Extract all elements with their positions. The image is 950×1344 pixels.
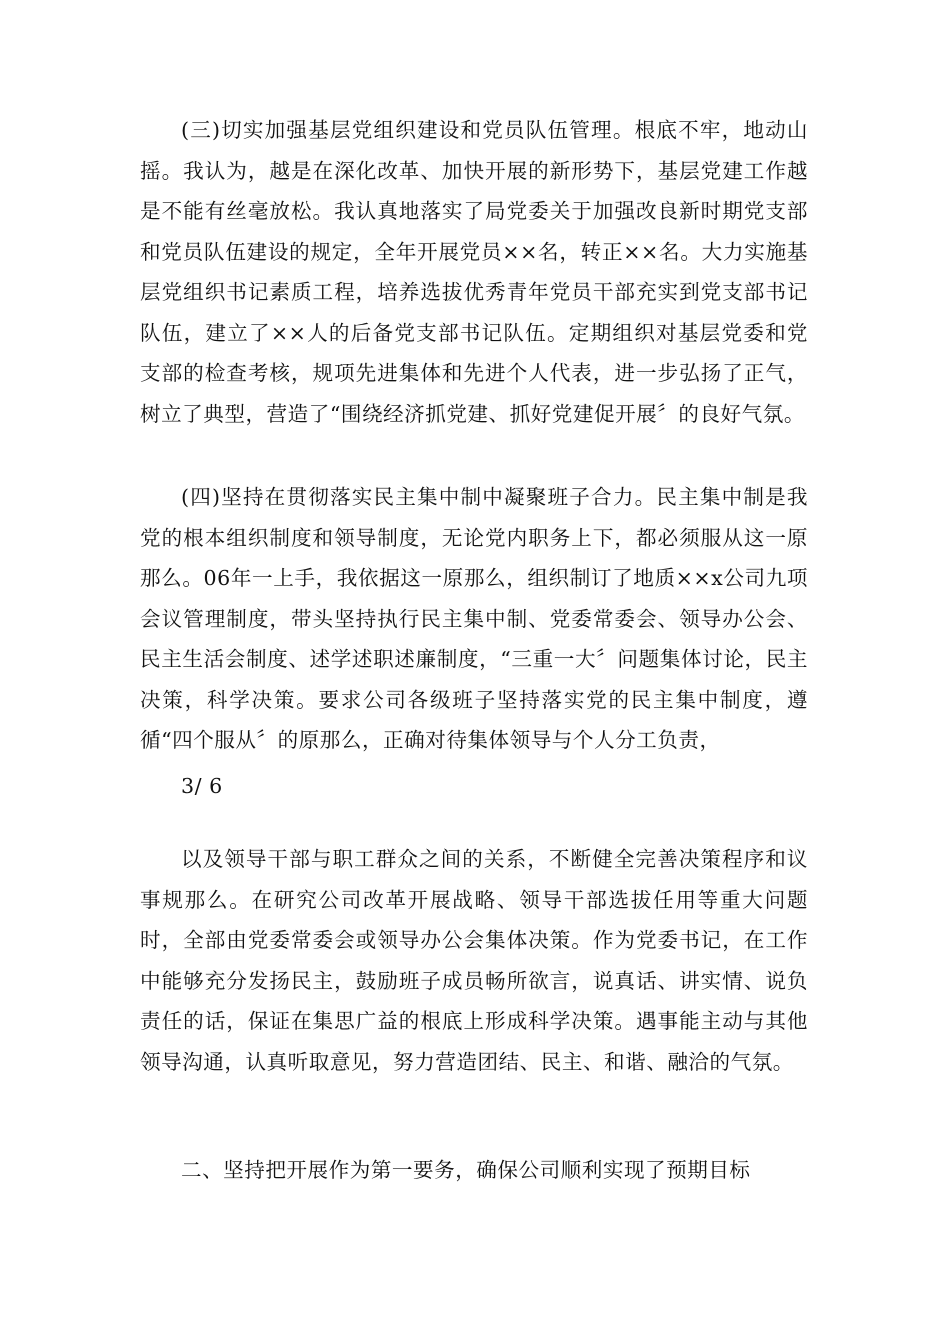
section-heading-development: 二、坚持把开展作为第一要务，确保公司顺利实现了预期目标 bbox=[181, 1158, 751, 1182]
page-number: 3/ 6 bbox=[181, 774, 223, 798]
paragraph-decision-making: 以及领导干部与职工群众之间的关系，不断健全完善决策程序和议事规那么。在研究公司改革开展战略、领导干部选拔任用等重大问题时，全部由党委常委会或领导办公会集体决策。作为党委书记，在工作中能够充分发扬民主，鼓励班子成员畅所欲言，说真话、讲实情、说负责任的话，保证在集思广益的根底上形成科学决策。遇事能主动与其他领导沟通，认真听取意见，努力营造团结、民主、和谐、融洽的气氛。 bbox=[140, 847, 808, 1074]
paragraph-democratic-centralism: (四)坚持在贯彻落实民主集中制中凝聚班子合力。民主集中制是我党的根本组织制度和领导制度，无论党内职务上下，都必须服从这一原那么。06年一上手，我依据这一原那么，组织制订了地质××x公司九项会议管理制度，带头坚持执行民主集中制、党委常委会、领导办公会、民主生活会制度、述学述职述廉制度，“三重一大〞问题集体讨论，民主决策，科学决策。要求公司各级班子坚持落实党的民主集中制度，遵循“四个服从〞的原那么，正确对待集体领导与个人分工负责， bbox=[140, 485, 808, 752]
paragraph-party-building: (三)切实加强基层党组织建设和党员队伍管理。根底不牢，地动山摇。我认为，越是在深化改革、加快开展的新形势下，基层党建工作越是不能有丝毫放松。我认真地落实了局党委关于加强改良新时期党支部和党员队伍建设的规定，全年开展党员××名，转正××名。大力实施基层党组织书记素质工程，培养选拔优秀青年党员干部充实到党支部书记队伍，建立了××人的后备党支部书记队伍。定期组织对基层党委和党支部的检查考核，规项先进集体和先进个人代表，进一步弘扬了正气，树立了典型，营造了“围绕经济抓党建、抓好党建促开展〞的良好气氛。 bbox=[140, 118, 808, 426]
